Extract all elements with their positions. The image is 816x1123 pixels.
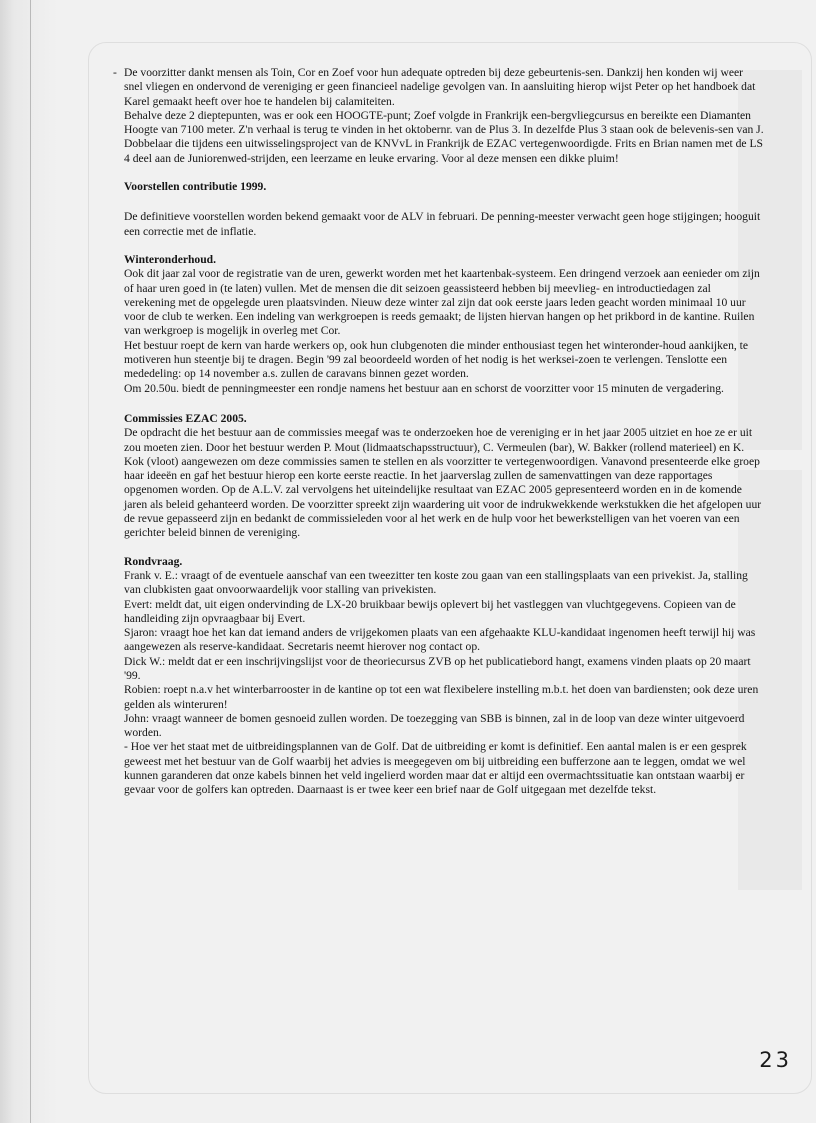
paragraph: Ook dit jaar zal voor de registratie van de uren, gewerkt worden met het kaartenbak-systeem. Een dringend verzoek aan eenieder om zijn of haar uren goed in (te laten) vullen. Met de mensen die dit seizoen geassisteerd hebben bij meevlieg- en introductiedagen zal verekening met de opgelegde uren plaatsvinden. Nieuw deze winter zal zijn dat ook eerste jaars leden geacht worden minimaal 10 uur voor de club te werken. Een indeling van werkgroepen is reeds gemaakt; de lijsten hiervan hangen op het prikbord in de kantine. Ruilen van werkgroep is mogelijk in overleg met Cor. [124, 267, 760, 338]
section-heading: Rondvraag. [124, 554, 183, 568]
page-number: 23 [759, 1048, 792, 1072]
intro-section [113, 66, 764, 166]
contributie-section [124, 180, 764, 239]
winteronderhoud-section [124, 253, 764, 396]
document-body [113, 66, 764, 798]
commissies-section [124, 412, 764, 541]
rondvraag-section [124, 555, 764, 798]
page-fold [30, 0, 31, 1123]
paragraph: De definitieve voorstellen worden bekend gemaakt voor de ALV in februari. De penning-meester verwacht geen hoge stijgingen; hooguit een correctie met de inflatie. [124, 210, 761, 238]
paragraph: Het bestuur roept de kern van harde werkers op, ook hun clubgenoten die minder enthousiast tegen het winteronder-houd aankijken, te motiveren hun steentje bij te dragen. Begin '99 zal beoordeeld worden of het nodig is het werksei-zoen te verlengen. Tenslotte een mededeling: op 14 november a.s. zullen de caravans binnen gezet worden. [124, 338, 749, 381]
paragraph: De opdracht die het bestuur aan de commissies meegaf was te onderzoeken hoe de vereniging er in het jaar 2005 uitziet en hoe ze er uit zou moeten zien. Door het bestuur werden P. Mout (lidmaatschapsstructuur), C. Vermeulen (bar), W. Bakker (rollend materieel) en K. Kok (vloot) aangewezen om deze commissies samen te stellen en als voorzitter te vertegenwoordigen. Vanavond presenteerde elke groep haar ideeën en gaf het bestuur hierop een korte eerste reactie. In het jaarverslag zullen de samenvattingen van deze rapportages opgenomen worden. Op de A.L.V. zal vervolgens het uiteindelijke resultaat van EZAC 2005 gepresenteerd worden en in de komende jaren als beleid gehanteerd worden. De voorzitter spreekt zijn waardering uit voor de indrukwekkende werkstukken die het afgelopen uur de revue gepasseerd zijn en bedankt de commissieleden voor al het werk en de hulp voor het bewerkstelligen van het voeren van een gerichter beleid binnen de vereniging. [124, 426, 762, 540]
rondvraag-item: Frank v. E.: vraagt of de eventuele aanschaf van een tweezitter ten koste zou gaan van een stallingsplaats van een privekist. Ja, stalling van clubkisten gaat onvoorwaardelijk voor stalling van privekisten. [124, 568, 748, 597]
section-heading: Commissies EZAC 2005. [124, 411, 247, 425]
rondvraag-item: John: vraagt wanneer de bomen gesnoeid zullen worden. De toezegging van SBB is binnen, zal in de loop van deze winter uitgevoerd worden. [124, 711, 745, 740]
rondvraag-item: Robien: roept n.a.v het winterbarrooster in de kantine op tot een wat flexibelere instelling m.b.t. het doen van bardiensten; ook deze uren gelden als winteruren! [124, 683, 759, 711]
rondvraag-item: Dick W.: meldt dat er een inschrijvingslijst voor de theoriecursus ZVB op het publicatiebord hangt, examens vinden plaats op 20 maart '99. [124, 654, 751, 682]
paragraph: De voorzitter dankt mensen als Toin, Cor en Zoef voor hun adequate optreden bij deze gebeurtenis-sen. Dankzij hen konden wij weer snel vliegen en ondervond de vereniging er geen financieel nadelige gevolgen van. In aansluiting hierop wijst Peter op het handboek dat Karel gemaakt heeft over hoe te handelen bij calamiteiten. [124, 66, 756, 108]
binding-edge [0, 0, 58, 1123]
rondvraag-item: - Hoe ver het staat met de uitbreidingsplannen van de Golf. Dat de uitbreiding er komt is definitief. Een aantal malen is er een gesprek geweest met het bestuur van de Golf waarbij het advies is meegegeven om bij uitbreiding een bufferzone aan te leggen, omdat we wel kunnen garanderen dat onze kabels binnen het veld ingelierd worden maar dat er altijd een overmachtssituatie kan ontstaan waarbij er gevaar voor de golfers kan optreden. Daarnaast is er twee keer een brief naar de Golf uitgegaan met dezelfde tekst. [124, 740, 747, 797]
paragraph: Om 20.50u. biedt de penningmeester een rondje namens het bestuur aan en schorst de voorzitter voor 15 minuten de vergadering. [124, 381, 724, 395]
bullet-mark: - [113, 66, 117, 79]
paragraph: Behalve deze 2 dieptepunten, was er ook een HOOGTE-punt; Zoef volgde in Frankrijk een-bergvliegcursus en bereikte een Diamanten Hoogte van 7100 meter. Z'n verhaal is terug te vinden in het oktobernr. van de Plus 3. In dezelfde Plus 3 staan ook de belevenis-sen van J. Dobbelaar die tijdens een uitwisselingsproject van de KNVvL in Frankrijk de EZAC vertegenwoordigde. Frits en Brian namen met de LS 4 deel aan de Juniorenwed-strijden, een leerzame en leuke ervaring. Voor al deze mensen een dikke pluim! [124, 108, 764, 165]
rondvraag-item: Sjaron: vraagt hoe het kan dat iemand anders de vrijgekomen plaats van een afgehaakte KLU-kandidaat ingenomen heeft terwijl hij was aangewezen als reserve-kandidaat. Secretaris neemt hierover nog contact op. [124, 626, 756, 654]
rondvraag-item: Evert: meldt dat, uit eigen ondervinding de LX-20 bruikbaar bewijs oplevert bij het vastleggen van vluchtgegevens. Copieen van de handleiding zijn opvraagbaar bij Evert. [124, 597, 736, 625]
section-heading: Winteronderhoud. [124, 252, 217, 266]
section-heading: Voorstellen contributie 1999. [124, 180, 267, 194]
